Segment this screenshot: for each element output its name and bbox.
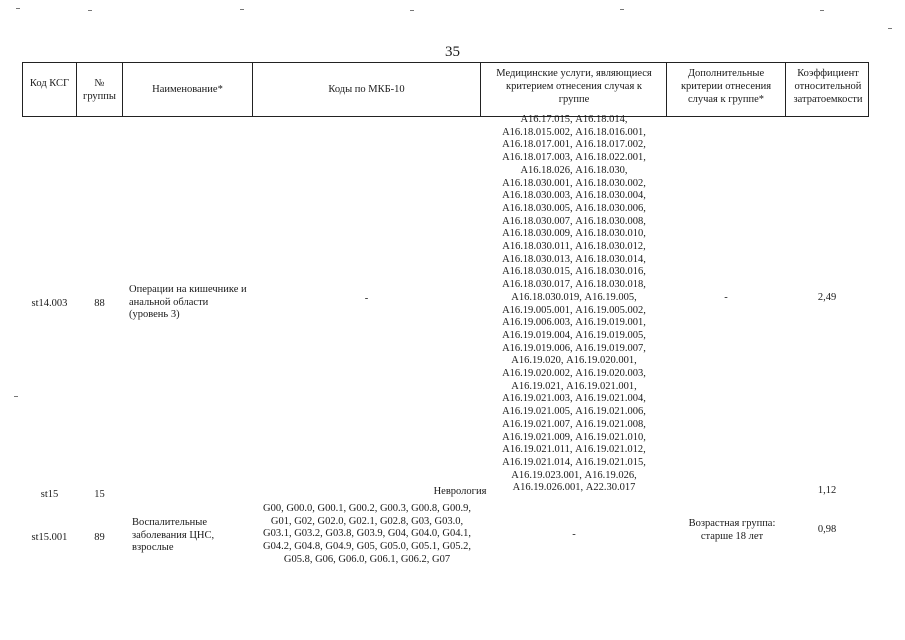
row3-coefficient: 0,98	[817, 524, 837, 535]
service-code-line: А16.18.030.007, А16.18.030.008,	[502, 215, 646, 227]
row3-group-number: 89	[94, 532, 105, 543]
service-code-line: А16.19.021.003, А16.19.021.004,	[502, 393, 646, 405]
table-col-rule	[480, 62, 481, 117]
table-col-rule	[666, 62, 667, 117]
header-medical-services: Медицинские услуги, являющиеся критерием отнесения случая к группе	[496, 68, 652, 105]
row1-coefficient: 2,49	[817, 292, 837, 303]
table-header-rule	[22, 116, 869, 117]
row1-extra-criteria: -	[724, 292, 728, 303]
service-code-line: А16.19.023.001, А16.19.026,	[511, 469, 637, 481]
icd-code-line: G00, G00.0, G00.1, G00.2, G00.3, G00.8, G00.9,	[263, 503, 471, 514]
service-code-line: А16.18.030.001, А16.18.030.002,	[502, 177, 646, 189]
icd-code-line: G03.1, G03.2, G03.8, G03.9, G04, G04.0, G04.1,	[263, 528, 471, 540]
service-code-line: А16.19.019.006, А16.19.019.007,	[502, 342, 646, 354]
service-code-line: А16.19.021.011, А16.19.021.012,	[502, 444, 646, 456]
service-code-line: А16.19.021.007, А16.19.021.008,	[502, 418, 646, 430]
service-code-line: А16.18.017.001, А16.18.017.002,	[502, 139, 646, 151]
row3-icd-codes-list	[256, 503, 478, 567]
service-code-line: А16.19.021.009, А16.19.021.010,	[502, 431, 646, 443]
row2-section-title: Неврология	[433, 486, 487, 497]
service-code-line: А16.19.019.004, А16.19.019.005,	[502, 329, 646, 341]
scan-speck	[16, 8, 20, 9]
row3-name: Воспалительные заболевания ЦНС, взрослые	[132, 517, 215, 554]
service-code-line: А16.19.021.005, А16.19.021.006,	[502, 406, 646, 418]
icd-code-line: G04.2, G04.8, G04.9, G05, G05.0, G05.1, G05.2,	[263, 541, 471, 553]
row2-group-number: 15	[94, 489, 105, 500]
service-code-line: А16.18.030.009, А16.18.030.010,	[502, 228, 646, 240]
scan-speck	[240, 9, 244, 10]
service-code-line: А16.18.017.003, А16.18.022.001,	[502, 152, 646, 164]
service-code-line: А16.18.015.002, А16.18.016.001,	[502, 126, 646, 138]
icd-code-line: G01, G02, G02.0, G02.1, G02.8, G03, G03.0,	[270, 515, 464, 527]
service-code-line: А16.19.006.003, А16.19.019.001,	[502, 317, 646, 329]
service-code-line: А16.18.030.003, А16.18.030.004,	[502, 190, 646, 202]
service-code-line: А16.19.005.001, А16.19.005.002,	[502, 304, 646, 316]
service-code-line: А16.19.020.002, А16.19.020.003,	[502, 368, 646, 380]
service-code-line: А16.19.021, А16.19.021.001,	[511, 380, 637, 392]
icd-code-line: G05.8, G06, G06.0, G06.1, G06.2, G07	[283, 553, 451, 565]
header-group-number: № группы	[83, 78, 116, 102]
row1-name: Операции на кишечнике и анальной области (уровень 3)	[129, 284, 247, 321]
header-name: Наименование*	[152, 84, 223, 95]
row3-ksg-code: st15.001	[31, 532, 68, 543]
scan-speck	[820, 10, 824, 11]
page-number: 35	[445, 44, 460, 60]
table-col-rule	[868, 62, 869, 117]
row1-group-number: 88	[94, 298, 105, 309]
service-code-line: А16.19.020, А16.19.020.001,	[511, 355, 637, 367]
service-code-line: А16.18.030.013, А16.18.030.014,	[502, 253, 646, 265]
scan-speck	[88, 10, 92, 11]
scan-speck	[620, 9, 624, 10]
row1-icd-codes: -	[364, 293, 369, 304]
scan-speck	[410, 10, 414, 11]
header-ksg-code: Код КСГ	[29, 78, 70, 89]
header-icd-codes: Коды по МКБ-10	[328, 84, 405, 95]
service-code-line: А16.18.030.005, А16.18.030.006,	[502, 202, 646, 214]
row2-coefficient: 1,12	[817, 485, 837, 496]
service-code-line: А16.18.030.019, А16.19.005,	[511, 291, 637, 303]
header-additional-criteria: Дополнительные критерии отнесения случая к группе*	[680, 68, 772, 105]
header-coefficient: Коэффициент относительной затратоемкости	[793, 68, 863, 105]
service-code-line: А16.18.030.015, А16.18.030.016,	[502, 266, 646, 278]
row3-services: -	[572, 529, 576, 540]
row3-extra-criteria: Возрастная группа: старше 18 лет	[688, 518, 776, 542]
scan-speck	[14, 396, 18, 397]
table-col-rule	[785, 62, 786, 117]
service-code-line: А16.18.026, А16.18.030,	[520, 164, 628, 176]
service-code-line: А16.19.021.014, А16.19.021.015,	[502, 456, 646, 468]
scan-speck	[888, 28, 892, 29]
service-code-line: А16.18.030.011, А16.18.030.012,	[502, 241, 646, 253]
service-code-line: А16.19.026.001, А22.30.017	[512, 482, 636, 494]
row1-ksg-code: st14.003	[31, 298, 68, 309]
row1-services-list	[482, 114, 666, 495]
row2-ksg-code: st15	[40, 489, 59, 500]
service-code-line: А16.17.015, А16.18.014,	[520, 114, 628, 125]
table-top-rule	[22, 62, 869, 63]
service-code-line: А16.18.030.017, А16.18.030.018,	[502, 279, 646, 291]
